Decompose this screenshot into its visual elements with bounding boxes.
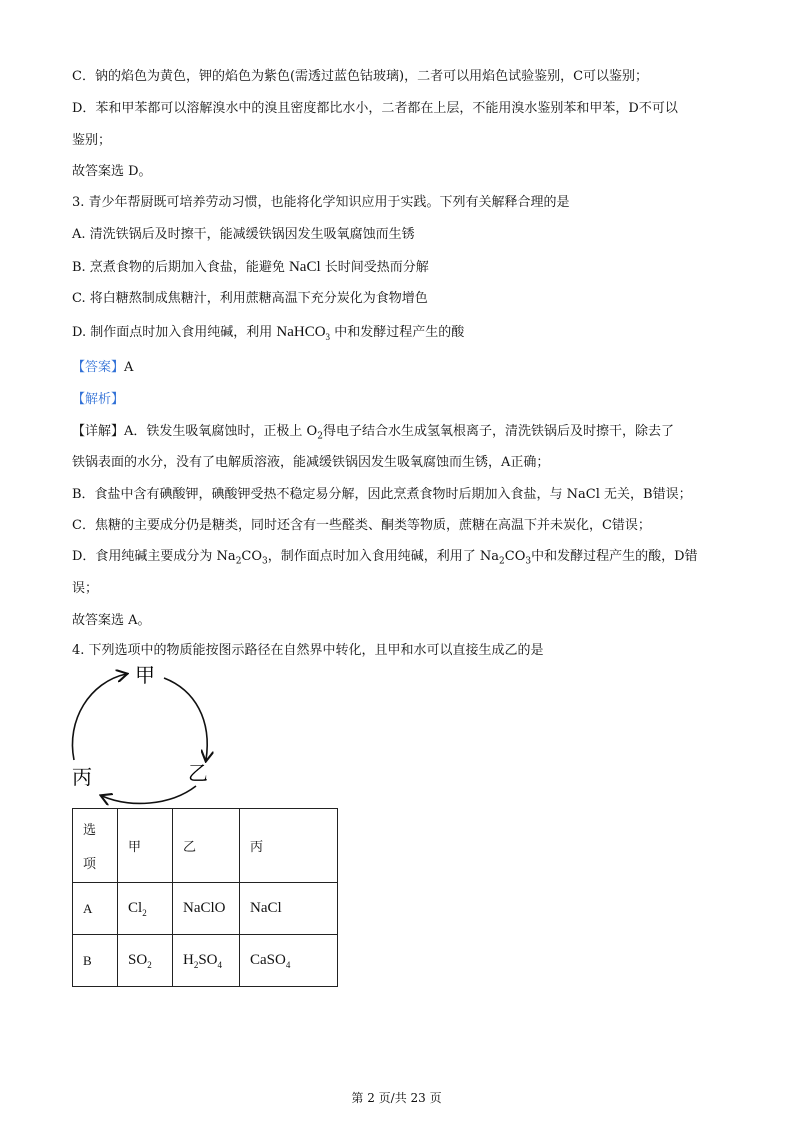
detail-line-5: D．食用纯碱主要成分为 $Na_2CO_3$，制作面点时加入食用纯碱，利用了 $Na_2CO_3$中和发酵过程产生的酸，D错 [72, 549, 698, 567]
option-c-explanation: C．钠的焰色为黄色，钾的焰色为紫色(需透过蓝色钴玻璃)，二者可以用焰色试验鉴别，C可以鉴别； [72, 69, 649, 84]
option-d-text: D. 制作面点时加入食用纯碱，利用 [72, 325, 273, 340]
header-bing: 丙 [240, 809, 338, 883]
answer-value: A [124, 360, 134, 375]
arrow-bing-to-jia [72, 674, 126, 760]
arrow-jia-to-yi [164, 678, 207, 760]
row-a-bing: NaCl [240, 883, 338, 935]
detail-tag: 【详解】 [72, 424, 125, 439]
header-yi: 乙 [173, 809, 240, 883]
page-footer: 第 2 页/共 23 页 [351, 1091, 442, 1105]
answer-line [72, 359, 133, 377]
option-d-explanation: D．苯和甲苯都可以溶解溴水中的溴且密度都比水小，二者都在上层，不能用溴水鉴别苯和甲苯，D不可以 [72, 101, 678, 116]
answer-tag: 【答案】 [72, 360, 125, 375]
answer-conclusion-a: 故答案选 A。 [72, 613, 151, 628]
row-a-jia: $Cl_2$ [118, 883, 173, 935]
question-3-option-d [72, 323, 464, 346]
detail-line-4: C．焦糖的主要成分仍是糖类，同时还含有一些醛类、酮类等物质，蔗糖在高温下并未炭化，C错误； [72, 518, 651, 533]
row-b-yi: $H_2SO_4$ [173, 935, 240, 987]
header-option: 选 项 [73, 809, 118, 883]
table-row-b [73, 935, 338, 987]
question-3-option-c: C. 将白糖熬制成焦糖汁，利用蔗糖高温下充分炭化为食物增色 [72, 291, 428, 306]
option-b-text-end: 长时间受热而分解 [324, 260, 429, 275]
row-a-label: A [73, 883, 118, 935]
answer-conclusion: 故答案选 D。 [72, 164, 152, 179]
node-bing: 丙 [72, 765, 92, 789]
row-b-label: B [73, 935, 118, 987]
chem-nacl: NaCl [288, 259, 321, 275]
detail-line-3: B．食盐中含有碘酸钾，碘酸钾受热不稳定易分解，因此烹煮食物时后期加入食盐，与 NaCl 无关，B错误； [72, 487, 692, 502]
node-yi: 乙 [188, 761, 208, 785]
question-3-option-a: A. 清洗铁锅后及时擦干，能减缓铁锅因发生吸氧腐蚀而生锈 [72, 227, 415, 242]
question-4-stem: 4. 下列选项中的物质能按图示路径在自然界中转化，且甲和水可以直接生成乙的是 [72, 643, 544, 658]
row-a-yi: NaClO [173, 883, 240, 935]
options-table [72, 808, 338, 987]
detail-line-6: 误； [72, 581, 99, 596]
header-jia: 甲 [118, 809, 173, 883]
option-d-text-end: 中和发酵过程产生的酸 [334, 325, 465, 340]
arrow-yi-to-bing [102, 786, 196, 803]
detail-line-2: 铁锅表面的水分，没有了电解质溶液，能减缓铁锅因发生吸氧腐蚀而生锈，A正确； [72, 455, 550, 470]
option-b-text: B. 烹煮食物的后期加入食盐，能避免 [72, 260, 285, 275]
question-3-stem: 3. 青少年帮厨既可培养劳动习惯，也能将化学知识应用于实践。下列有关解释合理的是 [72, 195, 570, 210]
analysis-line [72, 391, 124, 409]
detail-line-1: 【详解】A．铁发生吸氧腐蚀时，正极上 $O_2$得电子结合水生成氢氧根离子，清洗铁锅后及时擦干，除去了 [72, 424, 674, 442]
table-row-a [73, 883, 338, 935]
row-b-bing: CaSO$_4$ [240, 935, 338, 987]
chem-nahco3: NaHCO$_3$ [276, 324, 331, 342]
option-d-explanation-cont: 鉴别； [72, 133, 112, 148]
table-header-row [73, 809, 338, 883]
question-3-option-b [72, 258, 429, 277]
analysis-tag: 【解析】 [72, 392, 125, 407]
row-b-jia: $SO_2$ [118, 935, 173, 987]
conversion-cycle-diagram [60, 660, 230, 810]
node-jia: 甲 [135, 663, 155, 687]
